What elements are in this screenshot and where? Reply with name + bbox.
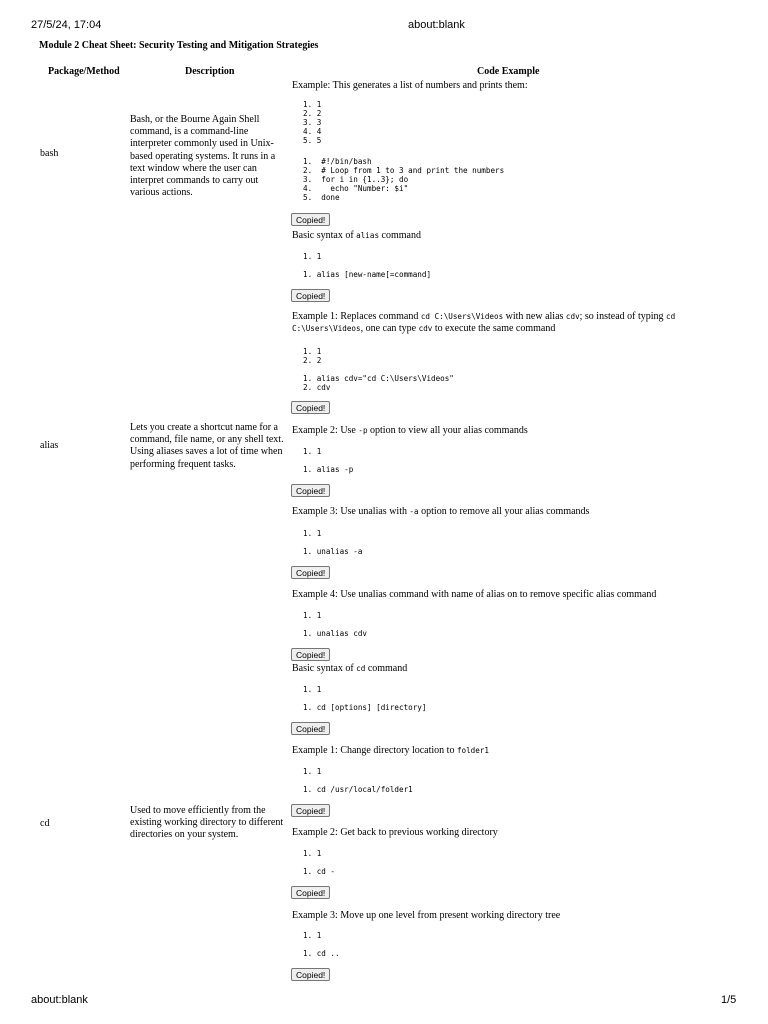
copy-button-cd-syntax[interactable]: Copied!	[291, 722, 330, 735]
example-text-alias-2: Example 2: Use -p option to view all your alias commands	[292, 425, 528, 436]
example-text-cd-2: Example 2: Get back to previous working directory	[292, 827, 498, 838]
line-numbers-cd-2: 1. 1	[303, 849, 322, 858]
example-text-cd-1: Example 1: Change directory location to folder1	[292, 745, 489, 756]
code-block-alias-2: 1. alias -p	[303, 465, 354, 474]
description-bash: Bash, or the Bourne Again Shell command, is a command-line interpreter commonly used in Unix-based operating systems. It runs in a text window where the user can interpret commands to carry out various actions.	[130, 114, 276, 199]
line-numbers-alias-1: 1. 1 2. 2	[303, 347, 322, 366]
code-block-alias-3: 1. unalias -a	[303, 547, 363, 556]
line-numbers-cd-1: 1. 1	[303, 767, 322, 776]
code-block-alias-4: 1. unalias cdv	[303, 629, 368, 638]
copy-button-cd-1[interactable]: Copied!	[291, 804, 330, 817]
description-cd: Used to move efficiently from the existing working directory to different directories on your system.	[130, 805, 284, 841]
code-block-cd-1: 1. cd /usr/local/folder1	[303, 785, 413, 794]
description-alias: Lets you create a shortcut name for a command, file name, or any shell text. Using aliases saves a lot of time when performing frequent tasks.	[130, 422, 284, 470]
line-numbers-cd-3: 1. 1	[303, 931, 322, 940]
code-block-alias-syntax: 1. alias [new-name[=command]	[303, 270, 432, 279]
package-name-bash: bash	[40, 148, 59, 159]
page-number: 1/5	[721, 994, 737, 1006]
example-text-alias-3: Example 3: Use unalias with -a option to remove all your alias commands	[292, 506, 590, 517]
line-numbers-alias-2: 1. 1	[303, 447, 322, 456]
line-numbers-alias-3: 1. 1	[303, 529, 322, 538]
column-header-code-example: Code Example	[477, 66, 540, 77]
code-block-cd-2: 1. cd -	[303, 867, 336, 876]
copy-button-alias-syntax[interactable]: Copied!	[291, 289, 330, 302]
line-numbers-cd-syntax: 1. 1	[303, 685, 322, 694]
line-numbers-bash: 1. 1 2. 2 3. 3 4. 4 5. 5	[303, 100, 322, 146]
example-text-alias-1: Example 1: Replaces command cd C:\Users\Videos with new alias cdv; so instead of typing cd C:\Users\Videos, one can type cdv to execute the same command	[292, 311, 676, 334]
example-text-cd-3: Example 3: Move up one level from present working directory tree	[292, 910, 561, 921]
code-block-alias-1: 1. alias cdv="cd C:\Users\Videos" 2. cdv	[303, 374, 454, 393]
copy-button-cd-2[interactable]: Copied!	[291, 886, 330, 899]
example-text-cd-syntax: Basic syntax of cd command	[292, 663, 408, 674]
package-name-cd: cd	[40, 818, 50, 829]
copy-button-alias-3[interactable]: Copied!	[291, 566, 330, 579]
example-text-bash: Example: This generates a list of numbers and prints them:	[292, 80, 528, 91]
copy-button-cd-3[interactable]: Copied!	[291, 968, 330, 981]
package-name-alias: alias	[40, 440, 59, 451]
line-numbers-alias-4: 1. 1	[303, 611, 322, 620]
column-header-description: Description	[185, 66, 235, 77]
copy-button-alias-1[interactable]: Copied!	[291, 401, 330, 414]
copy-button-alias-2[interactable]: Copied!	[291, 484, 330, 497]
print-footer-url: about:blank	[31, 994, 88, 1006]
copy-button-alias-4[interactable]: Copied!	[291, 648, 330, 661]
line-numbers-alias-syntax: 1. 1	[303, 252, 322, 261]
example-text-alias-4: Example 4: Use unalias command with name of alias on to remove specific alias command	[292, 589, 657, 600]
code-block-cd-3: 1. cd ..	[303, 949, 340, 958]
column-header-package: Package/Method	[48, 66, 120, 77]
example-text-alias-syntax: Basic syntax of alias command	[292, 230, 421, 241]
code-block-cd-syntax: 1. cd [options] [directory]	[303, 703, 427, 712]
print-header-url: about:blank	[408, 19, 465, 31]
code-block-bash: 1. #!/bin/bash 2. # Loop from 1 to 3 and print the numbers 3. for i in {1..3}; do 4. echo "Number: $i" 5. done	[303, 157, 505, 203]
page-title: Module 2 Cheat Sheet: Security Testing and Mitigation Strategies	[39, 40, 319, 51]
copy-button-bash[interactable]: Copied!	[291, 213, 330, 226]
print-datetime: 27/5/24, 17:04	[31, 19, 102, 31]
